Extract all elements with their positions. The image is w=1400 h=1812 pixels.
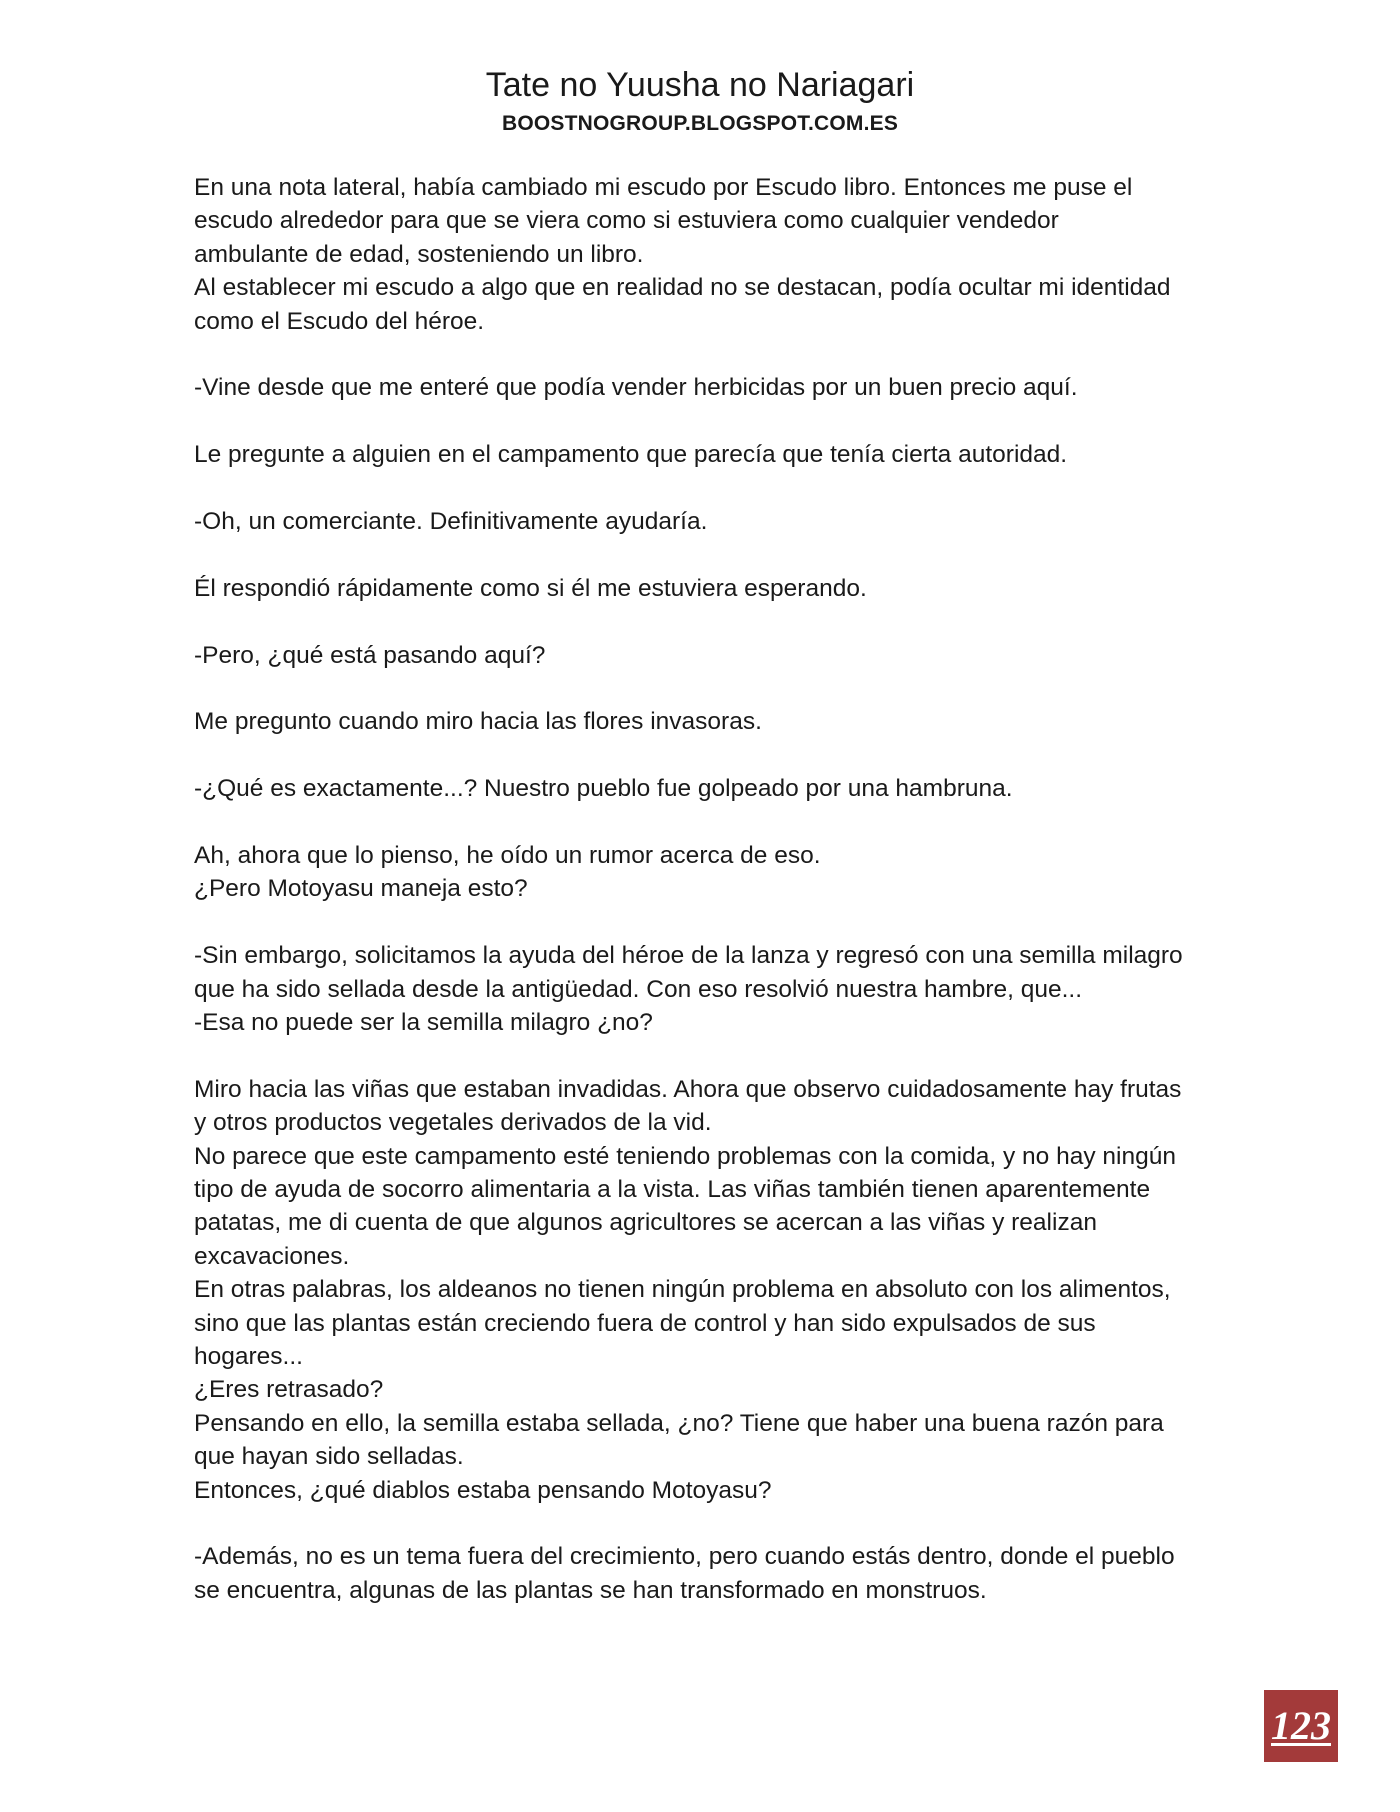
text-line: No parece que este campamento esté teniendo problemas con la comida, y no hay ningún [194, 1142, 1176, 1170]
text-line: ¿Pero Motoyasu maneja esto? [194, 875, 528, 903]
text-line: -Sin embargo, solicitamos la ayuda del héroe de la lanza y regresó con una semilla milagro [194, 942, 1183, 970]
document-subtitle: BOOSTNOGROUP.BLOGSPOT.COM.ES [501, 112, 899, 135]
text-line: -Pero, ¿qué está pasando aquí? [194, 641, 546, 669]
text-line: En otras palabras, los aldeanos no tienen ningún problema en absoluto con los alimentos, [194, 1276, 1171, 1304]
document-title: Tate no Yuusha no Nariagari [485, 66, 915, 104]
text-line: -Oh, un comerciante. Definitivamente ayudaría. [194, 508, 708, 536]
text-line: Me pregunto cuando miro hacia las flores invasoras. [194, 708, 762, 736]
text-line: Le pregunte a alguien en el campamento que parecía que tenía cierta autoridad. [194, 441, 1068, 469]
text-line [194, 739, 1214, 772]
text-line [194, 338, 1214, 371]
text-line: Él respondió rápidamente como si él me estuviera esperando. [194, 574, 867, 602]
text-line: ambulante de edad, sosteniendo un libro. [194, 240, 644, 268]
text-line: que hayan sido selladas. [194, 1443, 464, 1471]
text-line: -Esa no puede ser la semilla milagro ¿no? [194, 1009, 653, 1037]
text-line: patatas, me di cuenta de que algunos agricultores se acercan a las viñas y realizan [194, 1209, 1097, 1237]
text-line [194, 906, 1214, 939]
text-line: Ah, ahora que lo pienso, he oído un rumor acerca de eso. [194, 842, 821, 869]
text-line: sino que las plantas están creciendo fuera de control y han sido expulsados de sus [194, 1309, 1096, 1337]
text-line: se encuentra, algunas de las plantas se han transformado en monstruos. [194, 1576, 987, 1604]
text-line [194, 405, 1214, 438]
page-number-badge: 123 [1264, 1690, 1338, 1762]
text-line: Al establecer mi escudo a algo que en realidad no se destacan, podía ocultar mi identidad [194, 274, 1171, 302]
text-line: y otros productos vegetales derivados de la vid. [194, 1109, 712, 1137]
text-line: excavaciones. [194, 1242, 350, 1270]
text-line: ¿Eres retrasado? [194, 1376, 384, 1404]
text-line [194, 538, 1214, 571]
text-line: -¿Qué es exactamente...? Nuestro pueblo fue golpeado por una hambruna. [194, 775, 1013, 803]
text-line: Miro hacia las viñas que estaban invadidas. Ahora que observo cuidadosamente hay frutas [194, 1075, 1182, 1103]
page-header [0, 62, 1400, 138]
text-line: hogares... [194, 1343, 303, 1371]
text-line: que ha sido sellada desde la antigüedad. Con eso resolvió nuestra hambre, que... [194, 975, 1083, 1003]
body-text [194, 171, 1214, 1607]
text-line [194, 1039, 1214, 1072]
text-line [194, 472, 1214, 505]
text-line [194, 672, 1214, 705]
text-line: Pensando en ello, la semilla estaba sellada, ¿no? Tiene que haber una buena razón para [194, 1409, 1164, 1437]
text-line: tipo de ayuda de socorro alimentaria a la vista. Las viñas también tienen aparentemente [194, 1176, 1151, 1204]
text-line: Entonces, ¿qué diablos estaba pensando Motoyasu? [194, 1476, 772, 1504]
text-line: escudo alrededor para que se viera como si estuviera como cualquier vendedor [194, 207, 1059, 235]
text-line [194, 605, 1214, 638]
text-line: -Además, no es un tema fuera del crecimiento, pero cuando estás dentro, donde el pueblo [194, 1543, 1175, 1571]
text-line: En una nota lateral, había cambiado mi escudo por Escudo libro. Entonces me puse el [194, 174, 1133, 201]
text-line [194, 1507, 1214, 1540]
text-line: como el Escudo del héroe. [194, 307, 485, 335]
text-line [194, 806, 1214, 839]
text-line: -Vine desde que me enteré que podía vender herbicidas por un buen precio aquí. [194, 374, 1078, 402]
